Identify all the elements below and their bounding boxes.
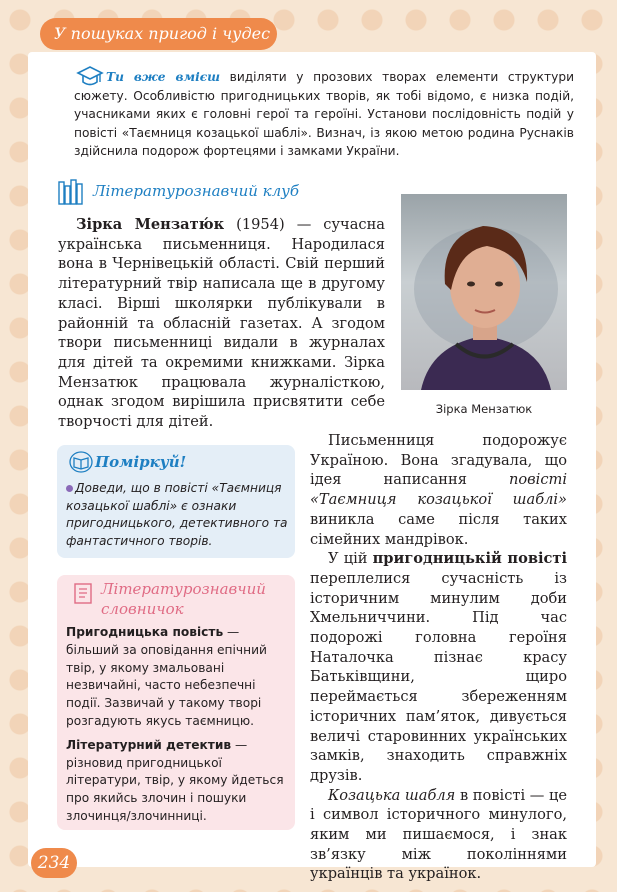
text-run: пригодницькій повісті <box>372 550 567 568</box>
photo-caption: Зірка Мензатюк <box>435 402 533 416</box>
paragraph-saber <box>310 786 567 885</box>
dictionary-entry <box>66 624 288 731</box>
dictionary-box <box>57 575 295 830</box>
ponder-title: Поміркуй! <box>95 453 187 471</box>
ponder-question: Доведи, що в повісті «Таємниця козацької шаблі» є ознаки пригодницького, детективного та фантастичного творів. <box>66 481 288 548</box>
books-icon <box>57 178 85 206</box>
text-run: Козацька шабля <box>328 786 456 804</box>
text-run: повісті «Таємниця козацької шаблі» <box>310 471 567 509</box>
ponder-text <box>66 480 288 550</box>
dictionary-entries <box>66 624 288 832</box>
text-run: виникла саме після таких сімейних мандрівок. <box>310 510 567 548</box>
open-book-icon <box>69 451 93 473</box>
literary-club-label: Літературознавчий клуб <box>93 182 300 200</box>
text-run: в повісті — це і символ історичного минулого, яким ми пишаємося, і знак зв’язку між поколіннями українців та українок. <box>310 786 568 883</box>
dictionary-term: Пригодницька повість <box>66 625 224 639</box>
paragraph-travel <box>310 431 567 549</box>
main-text-column <box>310 431 567 884</box>
text-run: Письменниця подорожує Україною. Вона згадувала, що ідея написання <box>310 432 567 489</box>
intro-text: виділяти у прозових творах елементи структури сюжету. Особливістю пригодницьких творів, як тобі відомо, є низка подій, учасниками яких є головні герої та героїні. Установи послідовність подій у повісті «Таємниця козацької шаблі». Визнач, із якою метою родина Руснаків здійснила подорож фортецями і замками України. <box>74 70 574 159</box>
author-name: Зірка Мензатю́к <box>76 216 225 233</box>
dictionary-title: Літературознавчий словничок <box>101 580 266 618</box>
dictionary-entry <box>66 737 288 826</box>
dictionary-term: Літературний детектив <box>66 737 232 752</box>
author-photo <box>401 194 567 390</box>
dictionary-definition: — різновид пригодницької літератури, твір, у якому йдеться про якийсь злочин і пошуки злочинця/злочинниці. <box>66 737 284 823</box>
notebook-icon <box>71 581 95 605</box>
intro-paragraph <box>74 68 574 161</box>
paragraph-story <box>310 549 567 785</box>
ponder-box <box>57 445 295 558</box>
intro-lead: Ти вже вмієш <box>106 70 221 84</box>
literary-club-heading <box>57 178 357 206</box>
author-bio <box>58 215 385 432</box>
text-run: переплелися сучасність із історичним минулим доби Хмельниччини. Під час подорожі головна героїня Наталочка пізнає красу Батьківщини, щиро переймається збереженням історичних пам’яток, дивується величі старовинних українських замків, знаходить справжніх друзів. <box>310 569 567 784</box>
section-title: У пошуках пригод і чудес <box>40 18 277 50</box>
page-number: 234 <box>31 848 77 878</box>
author-bio-text: (1954) — сучасна українська письменниця. Народилася вона в Чернівецькій області. Свій перший літературний твір написала ще в другому класі. Вірші школярки публікували в районній та обласній газетах. А згодом твори письменниці видали в журналах для дітей та окремими книжками. Зірка Мензатюк працювала журналісткою, однак згодом вирішила присвятити себе творчості для дітей. <box>58 216 385 431</box>
dictionary-definition: — більший за оповідання епічний твір, у якому змальовані незвичайні, часто небезпечні події. Зазвичай у такому творі розгадують якусь таємницю. <box>66 625 267 728</box>
bullet-icon <box>66 485 73 492</box>
text-run: У цій <box>328 550 373 568</box>
